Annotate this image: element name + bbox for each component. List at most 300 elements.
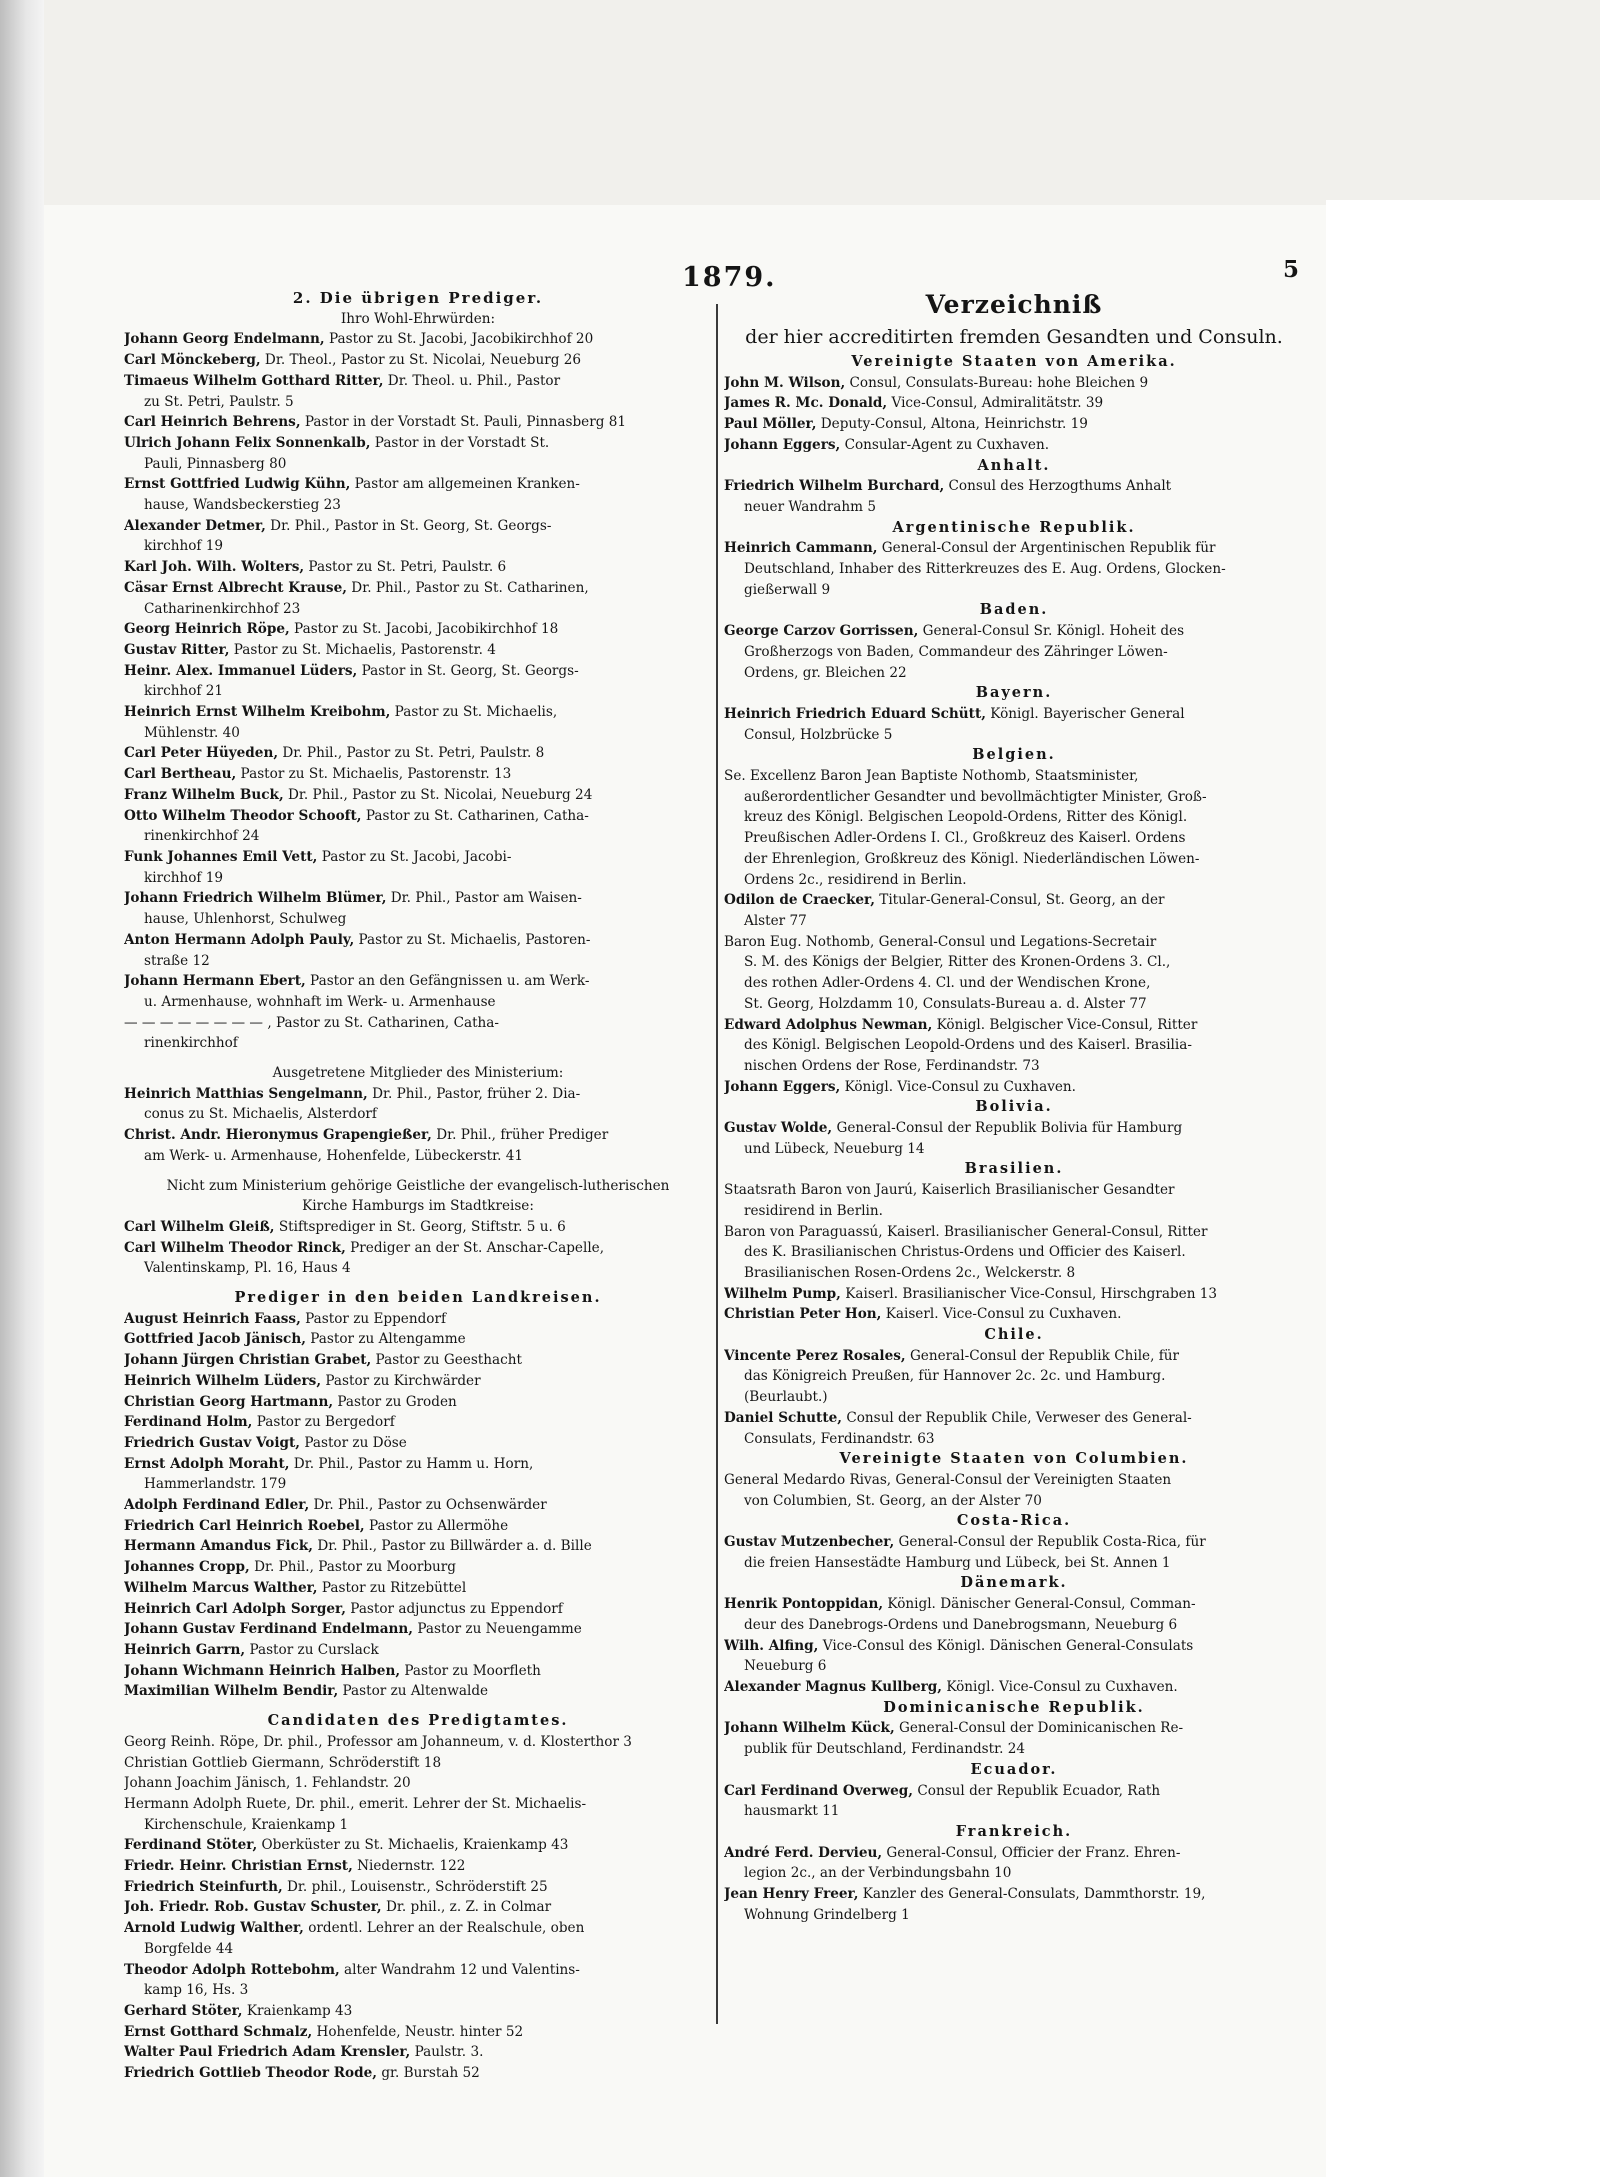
entry-details: Johann Joachim Jänisch, 1. Fehlandstr. 20 xyxy=(124,1775,411,1792)
entry-details: Pastor zu Altenwalde xyxy=(338,1683,489,1700)
section-heading: 2. Die übrigen Prediger. xyxy=(292,289,544,307)
entry-details: Dr. Theol. u. Phil., Pastor xyxy=(383,372,561,389)
entry-details: Pastor am allgemeinen Kranken- xyxy=(350,476,580,493)
page-subtitle: der hier accreditirten fremden Gesandten und Consuln. xyxy=(745,326,1283,348)
entry-name: Gustav Ritter, xyxy=(124,641,230,658)
entry-details: Pastor zu Döse xyxy=(300,1434,407,1451)
entry-name: Johann Gustav Ferdinand Endelmann, xyxy=(124,1621,414,1638)
entry-details: Dr. Phil., Pastor zu Hamm u. Horn, xyxy=(289,1455,534,1472)
entry-continuation: S. M. des Königs der Belgier, Ritter des Kronen-Ordens 3. Cl., xyxy=(744,954,1171,971)
entry-name: Heinrich Garrn, xyxy=(124,1642,246,1658)
entry-details: Se. Excellenz Baron Jean Baptiste Nothomb, Staatsminister, xyxy=(724,768,1139,785)
directory-entry xyxy=(724,414,1304,435)
entry-details: Königl. Dänischer General-Consul, Comman- xyxy=(883,1596,1196,1613)
entry-details: Kaiserl. Vice-Consul zu Cuxhaven. xyxy=(881,1306,1122,1323)
entry-details: Pastor zu Ritzebüttel xyxy=(317,1579,467,1596)
entry-continuation: die freien Hansestädte Hamburg und Lübeck, bei St. Annen 1 xyxy=(744,1554,1171,1571)
entry-details: Pastor in der Vorstadt St. Pauli, Pinnasberg 81 xyxy=(300,414,627,431)
entry-continuation: deur des Danebrogs-Ordens und Danebrogsmann, Neueburg 6 xyxy=(744,1616,1178,1633)
section-heading: Candidaten des Predigtamtes. xyxy=(267,1712,569,1730)
spacer xyxy=(124,1054,712,1063)
entry-name: Heinrich Matthias Sengelmann, xyxy=(124,1085,368,1102)
entry-continuation: Hammerlandstr. 179 xyxy=(144,1476,287,1493)
section-heading: Frankreich. xyxy=(955,1822,1073,1840)
directory-entry xyxy=(124,1661,712,1682)
entry-name: Ulrich Johann Felix Sonnenkalb, xyxy=(124,434,371,451)
entry-details: Paulstr. 3. xyxy=(410,2044,484,2061)
section-heading: Prediger in den beiden Landkreisen. xyxy=(234,1289,602,1307)
directory-entry xyxy=(724,1284,1304,1305)
entry-details: Pastor an den Gefängnissen u. am Werk- xyxy=(305,973,590,990)
entry-name: Gerhard Stöter, xyxy=(124,2002,243,2019)
entry-continuation: Brasilianischen Rosen-Ordens 2c., Welckerstr. 8 xyxy=(744,1264,1076,1281)
entry-name: Ernst Gottfried Ludwig Kühn, xyxy=(124,476,351,493)
entry-details: Pastor zu Eppendorf xyxy=(300,1310,446,1327)
entry-details: Kaiserl. Brasilianischer Vice-Consul, Hirschgraben 13 xyxy=(840,1285,1218,1302)
entry-name: Christian Georg Hartmann, xyxy=(124,1393,334,1410)
entry-details: Pastor zu St. Jacobi, Jacobi- xyxy=(317,848,512,865)
directory-entry xyxy=(124,1454,712,1475)
centered-note: Ausgetretene Mitglieder des Ministerium: xyxy=(272,1065,564,1082)
entry-details: Pastor zu Moorfleth xyxy=(400,1662,541,1679)
entry-details: Consul, Consulats-Bureau: hohe Bleichen 9 xyxy=(845,374,1149,391)
section-heading: Dominicanische Republik. xyxy=(883,1698,1145,1716)
entry-continuation: der Ehrenlegion, Großkreuz des Königl. Niederländischen Löwen- xyxy=(744,850,1200,867)
entry-details: Consul des Herzogthums Anhalt xyxy=(944,478,1172,495)
entry-name: Friedrich Steinfurth, xyxy=(124,1878,283,1895)
entry-name: Johann Friedrich Wilhelm Blümer, xyxy=(124,890,387,907)
entry-name: Johann Wichmann Heinrich Halben, xyxy=(124,1662,401,1679)
directory-entry xyxy=(724,1781,1304,1802)
directory-entry xyxy=(724,1346,1304,1367)
directory-entry xyxy=(124,764,712,785)
directory-entry xyxy=(124,847,712,868)
entry-continuation: hause, Uhlenhorst, Schulweg xyxy=(144,911,347,928)
entry-name: Gottfried Jacob Jänisch, xyxy=(124,1331,306,1348)
entry-details: Consul der Republik Chile, Verweser des General- xyxy=(842,1409,1192,1426)
directory-entry xyxy=(124,702,712,723)
entry-details: Pastor zu St. Michaelis, Pastorenstr. 4 xyxy=(229,641,496,658)
directory-entry xyxy=(124,1918,712,1939)
directory-entry xyxy=(124,2063,712,2084)
entry-details: Dr. Phil., Pastor am Waisen- xyxy=(386,890,582,907)
directory-entry xyxy=(724,1015,1304,1036)
entry-name: Johann Jürgen Christian Grabet, xyxy=(124,1352,372,1369)
entry-details: Oberküster zu St. Michaelis, Kraienkamp 43 xyxy=(257,1837,569,1854)
page-margin xyxy=(1326,200,1600,2177)
entry-details: Dr. Phil., Pastor, früher 2. Dia- xyxy=(367,1085,581,1102)
entry-continuation: am Werk- u. Armenhause, Hohenfelde, Lübeckerstr. 41 xyxy=(144,1147,524,1164)
directory-entry xyxy=(124,578,712,599)
entry-name: Carl Mönckeberg, xyxy=(124,352,261,369)
directory-entry xyxy=(124,1217,712,1238)
entry-details: Dr. Phil., Pastor zu Billwärder a. d. Bille xyxy=(313,1538,592,1555)
entry-continuation: das Königreich Preußen, für Hannover 2c. 2c. und Hamburg. xyxy=(744,1368,1166,1385)
entry-details: Pastor zu St. Petri, Paulstr. 6 xyxy=(304,559,507,576)
section-heading: Anhalt. xyxy=(977,456,1051,474)
entry-continuation: Borgfelde 44 xyxy=(144,1940,234,1957)
entry-name: Friedrich Carl Heinrich Roebel, xyxy=(124,1517,365,1534)
entry-details: General Medardo Rivas, General-Consul der Vereinigten Staaten xyxy=(724,1471,1172,1488)
entry-name: Carl Bertheau, xyxy=(124,766,237,783)
left-column-prediger xyxy=(124,288,712,2084)
entry-name: Edward Adolphus Newman, xyxy=(724,1016,933,1033)
directory-entry xyxy=(724,1118,1304,1139)
directory-entry xyxy=(124,557,712,578)
column-divider xyxy=(716,304,718,2024)
entry-name: Georg Heinrich Röpe, xyxy=(124,621,290,638)
entry-continuation: (Beurlaubt.) xyxy=(744,1389,828,1406)
entry-details: Dr. Phil., Pastor zu Ochsenwärder xyxy=(309,1497,547,1514)
section-heading: Bolivia. xyxy=(975,1098,1053,1116)
entry-details: Pastor zu Geesthacht xyxy=(371,1352,522,1369)
entry-name: Wilh. Alfing, xyxy=(724,1637,819,1654)
entry-name: Johann Eggers, xyxy=(724,1078,841,1095)
entry-details: Pastor in St. Georg, St. Georgs- xyxy=(357,662,579,679)
entry-details: Pastor zu Bergedorf xyxy=(252,1414,395,1431)
directory-entry xyxy=(724,538,1304,559)
entry-continuation: u. Armenhause, wohnhaft im Werk- u. Armenhause xyxy=(144,993,496,1010)
entry-name: Friedrich Gottlieb Theodor Rode, xyxy=(124,2065,377,2082)
entry-continuation: Großherzogs von Baden, Commandeur des Zähringer Löwen- xyxy=(744,643,1168,660)
entry-name: Funk Johannes Emil Vett, xyxy=(124,848,318,865)
entry-name: Johann Eggers, xyxy=(724,436,841,453)
entry-continuation: kirchhof 19 xyxy=(144,538,224,555)
directory-entry xyxy=(124,640,712,661)
entry-continuation: Deutschland, Inhaber des Ritterkreuzes des E. Aug. Ordens, Glocken- xyxy=(744,561,1226,578)
entry-name: Odilon de Craecker, xyxy=(724,892,875,909)
entry-continuation: nischen Ordens der Rose, Ferdinandstr. 73 xyxy=(744,1057,1040,1074)
entry-continuation: kamp 16, Hs. 3 xyxy=(144,1982,249,1999)
entry-continuation: Neueburg 6 xyxy=(744,1658,827,1675)
entry-details: Pastor zu St. Jacobi, Jacobikirchhof 18 xyxy=(289,621,559,638)
entry-name: Karl Joh. Wilh. Wolters, xyxy=(124,559,305,576)
entry-continuation: kreuz des Königl. Belgischen Leopold-Ordens, Ritter des Königl. xyxy=(744,809,1188,826)
entry-name: Franz Wilhelm Buck, xyxy=(124,786,284,803)
directory-entry xyxy=(724,1222,1304,1243)
directory-entry xyxy=(124,1877,712,1898)
entry-details: Dr. Phil., Pastor zu St. Petri, Paulstr. 8 xyxy=(278,745,545,762)
entry-name: Johann Hermann Ebert, xyxy=(124,973,306,990)
entry-continuation: und Lübeck, Neueburg 14 xyxy=(744,1140,925,1157)
directory-entry xyxy=(124,743,712,764)
entry-details: Pastor zu St. Catharinen, Catha- xyxy=(361,807,589,824)
entry-details: Pastor zu Groden xyxy=(333,1393,457,1410)
entry-name: Walter Paul Friedrich Adam Krensler, xyxy=(124,2044,411,2061)
entry-details: Pastor zu Curslack xyxy=(245,1642,379,1658)
entry-details: Dr. phil., z. Z. in Colmar xyxy=(381,1899,552,1916)
right-column-consuln xyxy=(724,288,1304,1925)
directory-entry xyxy=(724,435,1304,456)
directory-entry xyxy=(124,1681,712,1702)
entry-details: General-Consul der Argentinischen Republik für xyxy=(877,540,1216,557)
entry-name: Otto Wilhelm Theodor Schooft, xyxy=(124,807,362,824)
entry-continuation: hause, Wandsbeckerstieg 23 xyxy=(144,497,341,514)
entry-name: Gustav Mutzenbecher, xyxy=(724,1534,895,1551)
entry-vacant: — — — — — — — — , Pastor zu St. Catharinen, Catha- xyxy=(124,1014,499,1031)
entry-details: Dr. Phil., Pastor in St. Georg, St. Georgs- xyxy=(265,517,552,534)
directory-entry xyxy=(124,1329,712,1350)
directory-entry xyxy=(124,474,712,495)
directory-entry xyxy=(724,1884,1304,1905)
directory-entry xyxy=(124,371,712,392)
entry-name: Johannes Cropp, xyxy=(124,1559,250,1576)
entry-continuation: residirend in Berlin. xyxy=(744,1202,883,1219)
entry-name: Arnold Ludwig Walther, xyxy=(124,1920,304,1937)
directory-entry xyxy=(724,1077,1304,1098)
entry-details: ordentl. Lehrer an der Realschule, oben xyxy=(303,1920,585,1937)
spacer xyxy=(124,1279,712,1288)
entry-details: Dr. Phil., Pastor zu St. Catharinen, xyxy=(346,579,589,596)
entry-details: Königl. Belgischer Vice-Consul, Ritter xyxy=(932,1016,1198,1033)
entry-name: Carl Ferdinand Overweg, xyxy=(724,1782,914,1799)
entry-continuation: neuer Wandrahm 5 xyxy=(744,498,876,515)
entry-details: Königl. Bayerischer General xyxy=(985,705,1185,722)
entry-name: Gustav Wolde, xyxy=(724,1120,833,1137)
entry-continuation: Kirchenschule, Kraienkamp 1 xyxy=(144,1816,349,1833)
entry-continuation: des Königl. Belgischen Leopold-Ordens und des Kaiserl. Brasilia- xyxy=(744,1037,1192,1054)
entry-continuation: zu St. Petri, Paulstr. 5 xyxy=(144,393,294,410)
directory-entry xyxy=(724,766,1304,787)
entry-continuation: gießerwall 9 xyxy=(744,581,831,598)
entry-details: General-Consul Sr. Königl. Hoheit des xyxy=(918,623,1185,640)
directory-entry xyxy=(724,932,1304,953)
entry-details: General-Consul der Republik Bolivia für Hamburg xyxy=(832,1120,1183,1137)
entry-continuation: Alster 77 xyxy=(744,912,807,929)
entry-name: Vincente Perez Rosales, xyxy=(724,1347,906,1364)
section-heading: Costa-Rica. xyxy=(956,1512,1072,1530)
page-year: 1879. xyxy=(682,262,777,293)
entry-details: Stiftsprediger in St. Georg, Stiftstr. 5 u. 6 xyxy=(274,1218,566,1235)
section-heading: Vereinigte Staaten von Columbien. xyxy=(839,1450,1189,1468)
entry-continuation: Consul, Holzbrücke 5 xyxy=(744,726,893,743)
directory-entry xyxy=(124,1578,712,1599)
directory-entry xyxy=(724,621,1304,642)
section-heading: Baden. xyxy=(979,601,1049,619)
entry-continuation: kirchhof 19 xyxy=(144,869,224,886)
entry-details: Pastor zu St. Jacobi, Jacobikirchhof 20 xyxy=(324,331,594,348)
entry-name: Wilhelm Marcus Walther, xyxy=(124,1579,318,1596)
entry-details: Deputy-Consul, Altona, Heinrichstr. 19 xyxy=(816,416,1088,433)
entry-details: alter Wandrahm 12 und Valentins- xyxy=(339,1961,580,1978)
entry-details: Consular-Agent zu Cuxhaven. xyxy=(840,436,1050,453)
entry-details: Pastor zu St. Michaelis, xyxy=(390,704,558,721)
entry-name: Hermann Amandus Fick, xyxy=(124,1538,313,1555)
directory-entry xyxy=(124,1794,712,1815)
entry-details: General-Consul der Dominicanischen Re- xyxy=(894,1720,1184,1737)
directory-entry xyxy=(124,1732,712,1753)
section-heading: Vereinigte Staaten von Amerika. xyxy=(851,353,1177,370)
directory-entry xyxy=(724,476,1304,497)
spacer xyxy=(124,1702,712,1711)
directory-entry xyxy=(724,1532,1304,1553)
entry-details: Pastor zu Altengamme xyxy=(305,1331,466,1348)
entry-continuation: Wohnung Grindelberg 1 xyxy=(744,1906,910,1923)
directory-entry xyxy=(124,888,712,909)
entry-details: Kraienkamp 43 xyxy=(242,2002,353,2019)
section-heading: Chile. xyxy=(984,1326,1044,1344)
directory-entry xyxy=(124,412,712,433)
entry-details: Staatsrath Baron von Jaurú, Kaiserlich Brasilianischer Gesandter xyxy=(724,1182,1175,1199)
directory-entry xyxy=(124,1238,712,1259)
directory-entry xyxy=(124,1084,712,1105)
entry-continuation: Ordens, gr. Bleichen 22 xyxy=(744,664,907,681)
entry-details: Pastor zu St. Michaelis, Pastoren- xyxy=(354,931,591,948)
directory-entry xyxy=(124,1835,712,1856)
directory-entry xyxy=(724,1304,1304,1325)
directory-entry xyxy=(724,393,1304,414)
directory-entry xyxy=(724,1470,1304,1491)
entry-name: Anton Hermann Adolph Pauly, xyxy=(124,931,355,948)
entry-continuation: des K. Brasilianischen Christus-Ordens und Officier des Kaiserl. xyxy=(744,1244,1186,1261)
directory-entry xyxy=(124,1371,712,1392)
entry-continuation: straße 12 xyxy=(144,952,210,969)
directory-entry xyxy=(124,1412,712,1433)
entry-name: Jean Henry Freer, xyxy=(724,1886,859,1903)
entry-details: Christian Gottlieb Giermann, Schröderstift 18 xyxy=(124,1754,442,1771)
entry-name: Daniel Schutte, xyxy=(724,1409,842,1426)
centered-note: Nicht zum Ministerium gehörige Geistliche der evangelisch-lutherischen xyxy=(166,1177,670,1194)
section-heading: Argentinische Republik. xyxy=(892,518,1136,536)
entry-name: Heinrich Ernst Wilhelm Kreibohm, xyxy=(124,704,391,721)
entry-details: Dr. phil., Louisenstr., Schröderstift 25 xyxy=(282,1878,548,1895)
entry-name: Paul Möller, xyxy=(724,416,817,433)
entry-continuation: Valentinskamp, Pl. 16, Haus 4 xyxy=(144,1260,351,1277)
entry-continuation: rinenkirchhof 24 xyxy=(144,828,260,845)
entry-details: Titular-General-Consul, St. Georg, an der xyxy=(874,892,1165,909)
entry-details: Pastor in der Vorstadt St. xyxy=(370,434,550,451)
page-number: 5 xyxy=(1283,256,1300,283)
directory-entry xyxy=(124,2022,712,2043)
entry-continuation: Preußischen Adler-Ordens I. Cl., Großkreuz des Kaiserl. Ordens xyxy=(744,830,1186,847)
directory-entry xyxy=(124,1495,712,1516)
entry-name: Friedr. Heinr. Christian Ernst, xyxy=(124,1858,353,1875)
section-heading: Belgien. xyxy=(972,746,1056,764)
directory-entry xyxy=(724,1594,1304,1615)
entry-continuation: conus zu St. Michaelis, Alsterdorf xyxy=(144,1106,377,1123)
entry-details: Niedernstr. 122 xyxy=(352,1858,466,1875)
directory-entry xyxy=(124,1557,712,1578)
entry-continuation: Mühlenstr. 40 xyxy=(144,724,240,741)
directory-entry xyxy=(124,1516,712,1537)
entry-name: Alexander Detmer, xyxy=(124,517,266,534)
page-title: Verzeichniß xyxy=(925,290,1103,319)
entry-continuation: hausmarkt 11 xyxy=(744,1803,840,1820)
entry-continuation: außerordentlicher Gesandter und bevollmächtigter Minister, Groß- xyxy=(744,788,1207,805)
entry-continuation: publik für Deutschland, Ferdinandstr. 24 xyxy=(744,1741,1026,1758)
entry-details: Georg Reinh. Röpe, Dr. phil., Professor am Johanneum, v. d. Klosterthor 3 xyxy=(124,1733,632,1750)
entry-details: Pastor zu Kirchwärder xyxy=(321,1372,481,1389)
entry-name: Ernst Gotthard Schmalz, xyxy=(124,2023,313,2040)
entry-details: Dr. Phil., Pastor zu St. Nicolai, Neueburg 24 xyxy=(283,786,593,803)
entry-continuation: legion 2c., an der Verbindungsbahn 10 xyxy=(744,1865,1012,1882)
directory-entry xyxy=(124,1392,712,1413)
directory-entry xyxy=(124,1856,712,1877)
entry-name: Carl Peter Hüyeden, xyxy=(124,745,279,762)
directory-entry xyxy=(124,2001,712,2022)
directory-entry xyxy=(124,1960,712,1981)
entry-details: General-Consul der Republik Chile, für xyxy=(905,1347,1180,1364)
entry-details: Vice-Consul, Admiralitätstr. 39 xyxy=(887,395,1104,412)
entry-name: Friedrich Wilhelm Burchard, xyxy=(724,478,945,495)
directory-entry xyxy=(124,433,712,454)
entry-details: gr. Burstah 52 xyxy=(377,2065,480,2082)
directory-entry xyxy=(124,1619,712,1640)
entry-name: George Carzov Gorrissen, xyxy=(724,623,919,640)
directory-entry xyxy=(124,785,712,806)
directory-entry xyxy=(124,1773,712,1794)
entry-details: General-Consul, Officier der Franz. Ehren- xyxy=(882,1844,1181,1861)
directory-entry xyxy=(724,1843,1304,1864)
directory-entry xyxy=(124,1350,712,1371)
entry-continuation: von Columbien, St. Georg, an der Alster 70 xyxy=(744,1492,1042,1509)
entry-name: Carl Wilhelm Gleiß, xyxy=(124,1218,275,1235)
entry-continuation: des rothen Adler-Ordens 4. Cl. und der Wendischen Krone, xyxy=(744,975,1151,992)
directory-entry xyxy=(724,1677,1304,1698)
entry-details: Kanzler des General-Consulats, Dammthorstr. 19, xyxy=(858,1886,1206,1903)
entry-name: Carl Heinrich Behrens, xyxy=(124,414,301,431)
entry-continuation: kirchhof 21 xyxy=(144,683,224,700)
directory-entry xyxy=(124,2042,712,2063)
directory-entry xyxy=(124,516,712,537)
entry-name: James R. Mc. Donald, xyxy=(724,395,888,412)
directory-entry xyxy=(124,661,712,682)
directory-entry xyxy=(124,619,712,640)
entry-name: Maximilian Wilhelm Bendir, xyxy=(124,1683,339,1700)
entry-details: Dr. Theol., Pastor zu St. Nicolai, Neueburg 26 xyxy=(260,352,582,369)
entry-name: André Ferd. Dervieu, xyxy=(724,1844,883,1861)
entry-continuation: Ordens 2c., residirend in Berlin. xyxy=(744,871,967,888)
section-heading: Ecuador. xyxy=(970,1760,1058,1778)
entry-name: Heinrich Cammann, xyxy=(724,540,878,557)
entry-details: Dr. Phil., früher Prediger xyxy=(431,1127,609,1144)
entry-continuation: St. Georg, Holzdamm 10, Consulats-Bureau a. d. Alster 77 xyxy=(744,995,1147,1012)
entry-name: Joh. Friedr. Rob. Gustav Schuster, xyxy=(124,1899,382,1916)
entry-name: Christ. Andr. Hieronymus Grapengießer, xyxy=(124,1127,432,1144)
entry-continuation: Catharinenkirchhof 23 xyxy=(144,600,301,617)
entry-name: Christian Peter Hon, xyxy=(724,1306,882,1323)
section-heading: Dänemark. xyxy=(960,1574,1068,1592)
entry-name: Wilhelm Pump, xyxy=(724,1285,841,1302)
entry-name: Ernst Adolph Moraht, xyxy=(124,1455,290,1472)
entry-name: Heinrich Friedrich Eduard Schütt, xyxy=(724,705,986,722)
section-heading: Brasilien. xyxy=(964,1160,1064,1178)
entry-name: Cäsar Ernst Albrecht Krause, xyxy=(124,579,347,596)
directory-entry xyxy=(124,1125,712,1146)
section-heading: Bayern. xyxy=(975,684,1053,702)
entry-name: Johann Wilhelm Kück, xyxy=(724,1720,895,1737)
entry-name: Heinrich Wilhelm Lüders, xyxy=(124,1372,322,1389)
directory-entry xyxy=(724,1636,1304,1657)
directory-entry xyxy=(124,971,712,992)
entry-details: Pastor zu Allermöhe xyxy=(364,1517,509,1534)
directory-entry xyxy=(124,806,712,827)
directory-entry xyxy=(724,1718,1304,1739)
entry-details: Vice-Consul des Königl. Dänischen General-Consulats xyxy=(818,1637,1194,1654)
entry-details: General-Consul der Republik Costa-Rica, für xyxy=(894,1534,1206,1551)
directory-entry xyxy=(124,1433,712,1454)
entry-name: Alexander Magnus Kullberg, xyxy=(724,1679,942,1695)
entry-details: Prediger an der St. Anschar-Capelle, xyxy=(345,1239,605,1256)
entry-name: Heinr. Alex. Immanuel Lüders, xyxy=(124,662,358,679)
entry-name: Carl Wilhelm Theodor Rinck, xyxy=(124,1239,346,1256)
entry-continuation: Pauli, Pinnasberg 80 xyxy=(144,455,287,472)
directory-entry xyxy=(124,1640,712,1661)
entry-details: Baron Eug. Nothomb, General-Consul und Legations-Secretair xyxy=(724,933,1157,950)
entry-details: Pastor zu St. Michaelis, Pastorenstr. 13 xyxy=(236,766,512,783)
entry-name: August Heinrich Faass, xyxy=(124,1310,301,1327)
spacer xyxy=(124,1167,712,1176)
